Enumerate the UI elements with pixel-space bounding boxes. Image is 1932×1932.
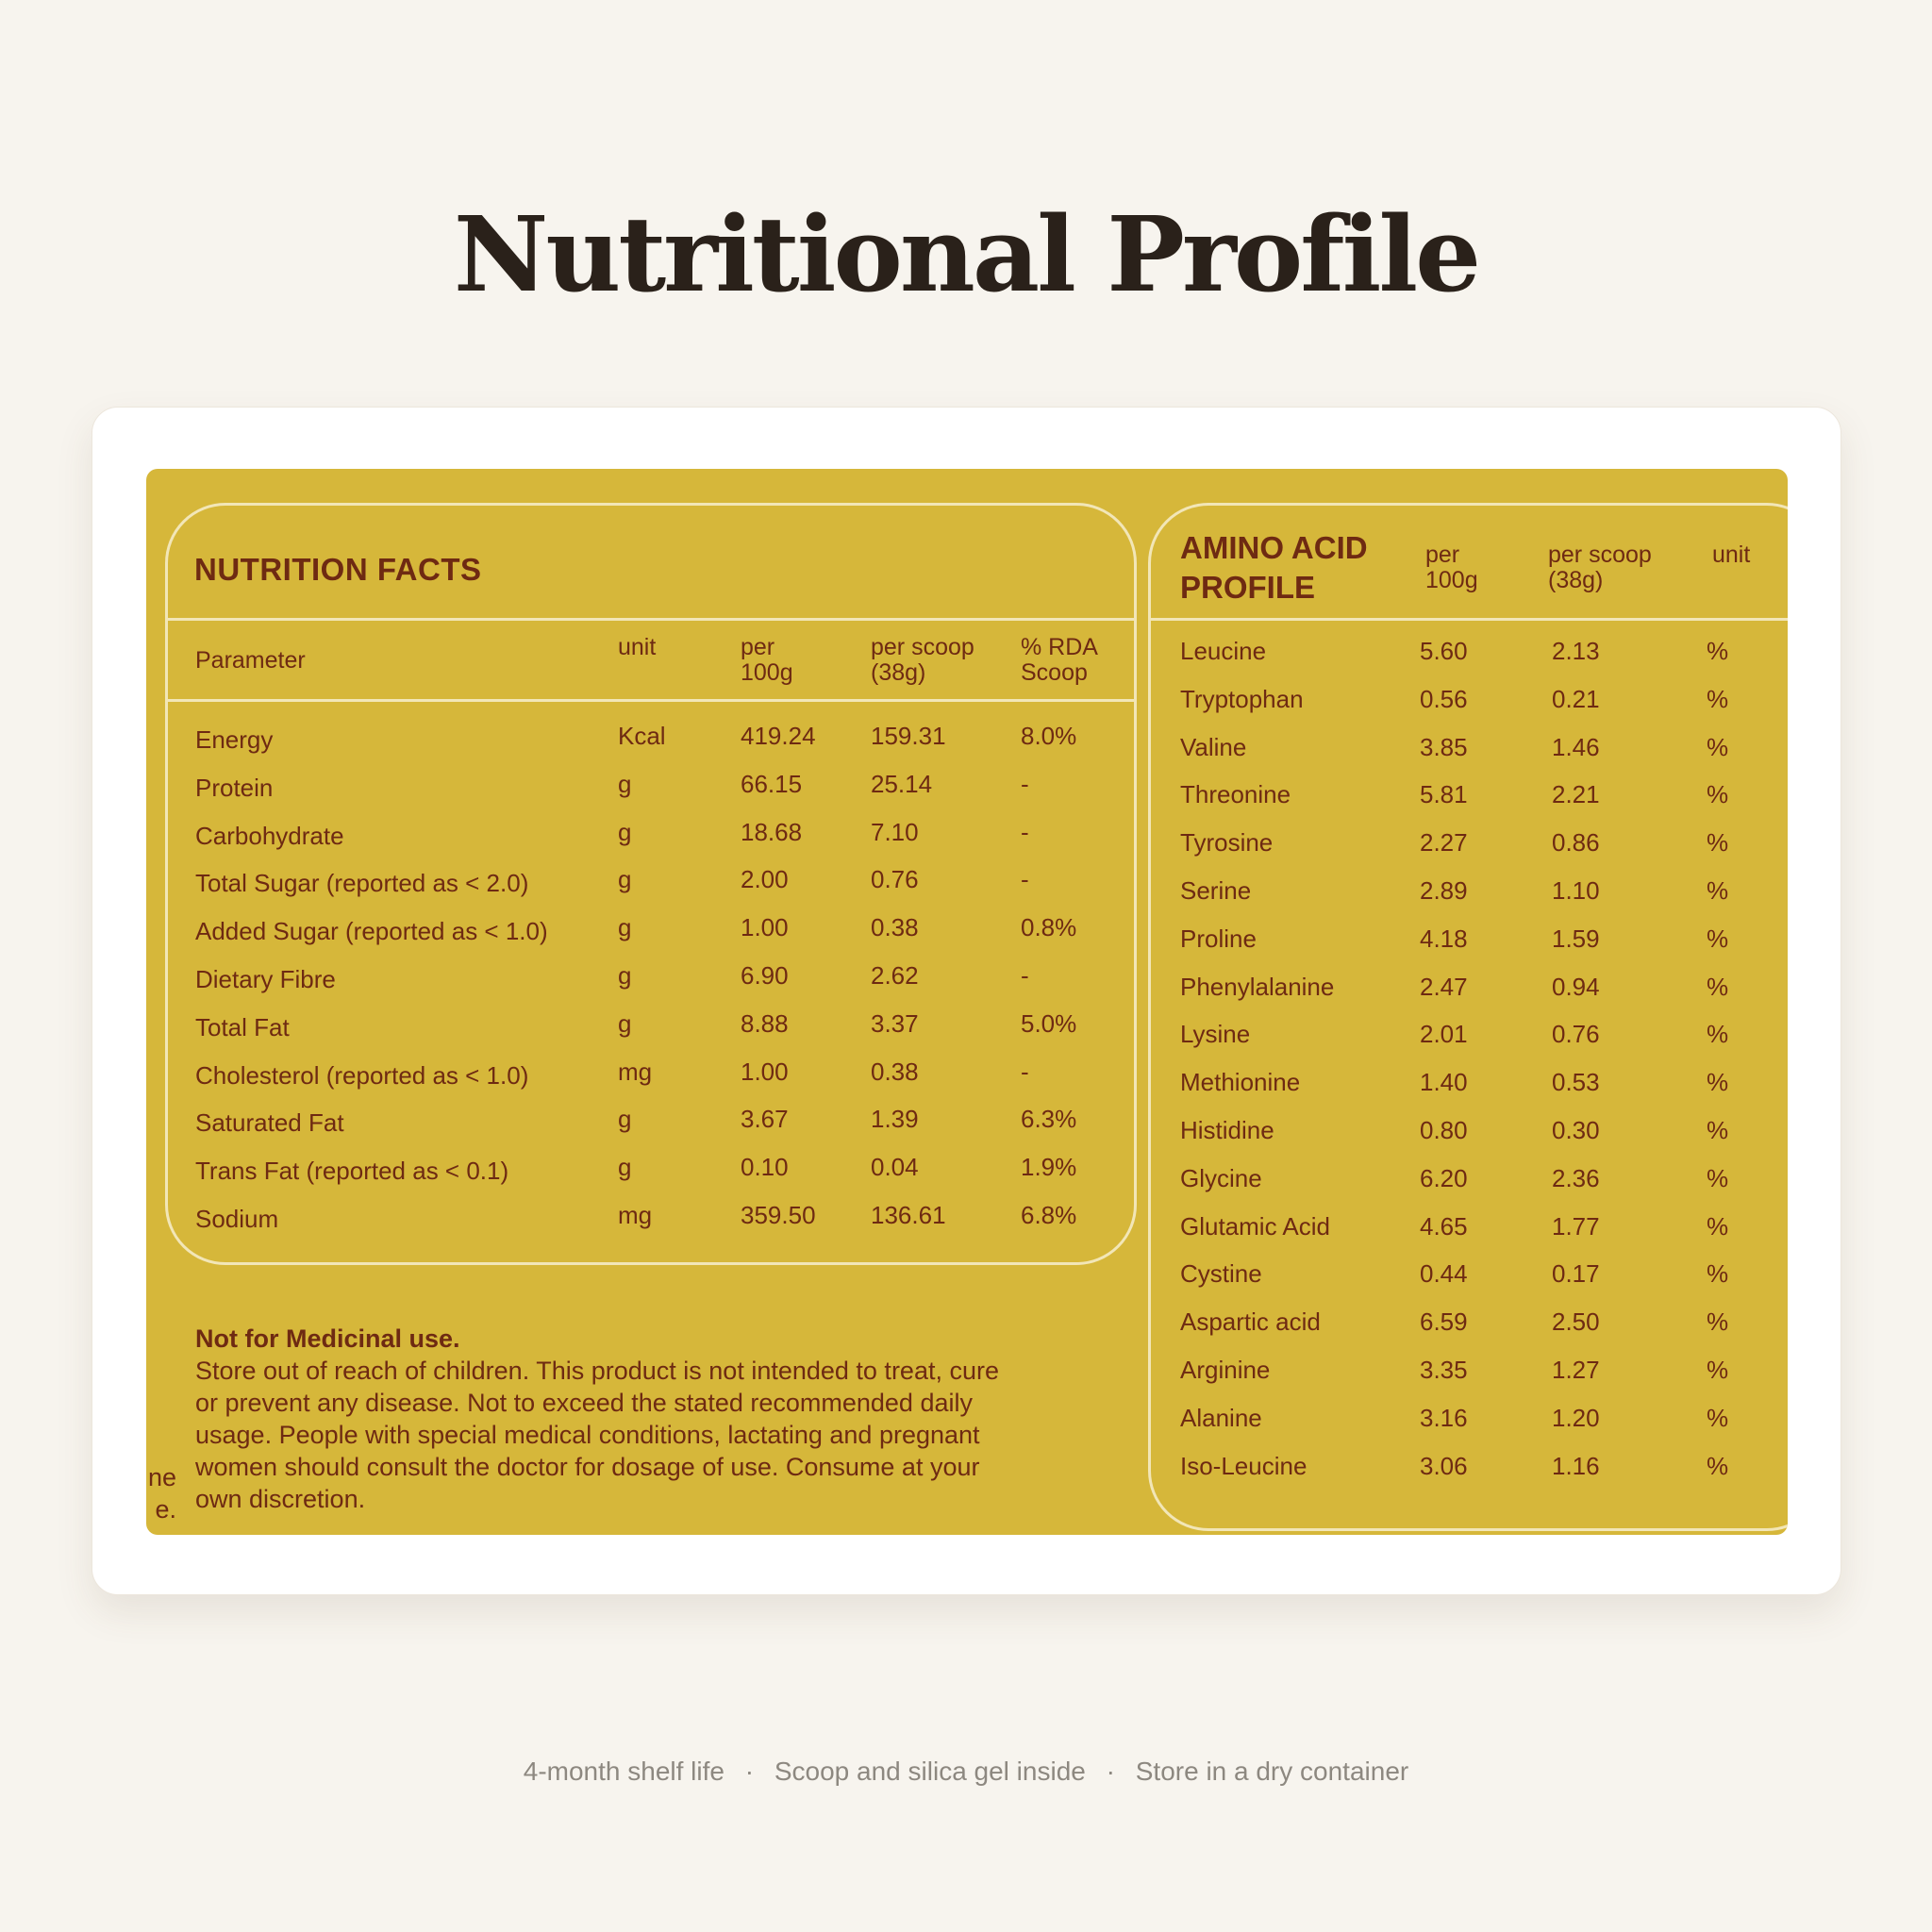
header-parameter: Parameter — [195, 647, 306, 674]
amino-per-scoop-value: 0.94 — [1552, 972, 1600, 1001]
rda-value: 8.0% — [1021, 722, 1077, 750]
amino-unit-value: % — [1707, 1403, 1729, 1432]
amino-per-100g-value: 4.18 — [1420, 924, 1468, 953]
amino-unit-value: % — [1707, 828, 1729, 858]
footer-separator: · — [744, 1757, 755, 1786]
unit-value: g — [618, 865, 632, 894]
parameter-name: Total Fat — [195, 1012, 290, 1041]
nutrition-label-image — [146, 469, 1788, 1535]
parameter-name: Sodium — [195, 1205, 279, 1233]
rda-value: - — [1021, 817, 1029, 846]
amino-acid-name: Aspartic acid — [1180, 1307, 1321, 1337]
per-scoop-value: 0.38 — [871, 1057, 919, 1086]
per-100g-value: 2.00 — [741, 865, 789, 894]
amino-per-100g-value: 5.60 — [1420, 637, 1468, 665]
amino-per-scoop-value: 2.50 — [1552, 1307, 1600, 1337]
nutrition-facts-title-divider — [165, 618, 1137, 621]
amino-per-100g-value: 3.16 — [1420, 1403, 1468, 1432]
parameter-name: Carbohydrate — [195, 821, 344, 850]
unit-value: g — [618, 817, 632, 846]
amino-unit-value: % — [1707, 924, 1729, 953]
amino-per-100g-value: 3.35 — [1420, 1356, 1468, 1384]
amino-per-scoop-value: 2.36 — [1552, 1163, 1600, 1192]
amino-unit-value: % — [1707, 1211, 1729, 1241]
amino-per-100g-value: 3.06 — [1420, 1451, 1468, 1480]
amino-per-scoop-value: 2.21 — [1552, 780, 1600, 809]
header-amino-per-100g: per 100g — [1425, 541, 1478, 593]
per-scoop-value: 25.14 — [871, 769, 933, 798]
amino-acid-title: AMINO ACID PROFILE — [1180, 530, 1368, 605]
per-100g-value: 1.00 — [741, 913, 789, 942]
amino-per-100g-value: 1.40 — [1420, 1068, 1468, 1097]
unit-value: g — [618, 1008, 632, 1038]
header-rda: % RDA Scoop — [1021, 634, 1098, 686]
amino-unit-value: % — [1707, 780, 1729, 809]
per-100g-value: 359.50 — [741, 1201, 816, 1229]
amino-per-100g-value: 4.65 — [1420, 1211, 1468, 1241]
amino-unit-value: % — [1707, 1068, 1729, 1097]
per-scoop-value: 159.31 — [871, 722, 946, 750]
amino-acid-name: Glycine — [1180, 1163, 1262, 1192]
amino-per-scoop-value: 0.30 — [1552, 1116, 1600, 1144]
amino-unit-value: % — [1707, 637, 1729, 665]
amino-acid-name: Tyrosine — [1180, 828, 1274, 858]
amino-unit-value: % — [1707, 1163, 1729, 1192]
unit-value: g — [618, 1153, 632, 1182]
parameter-name: Total Sugar (reported as < 2.0) — [195, 869, 529, 898]
header-unit: unit — [618, 634, 657, 660]
per-scoop-value: 2.62 — [871, 961, 919, 990]
amino-per-scoop-value: 0.76 — [1552, 1020, 1600, 1049]
rda-value: - — [1021, 769, 1029, 798]
amino-per-scoop-value: 0.17 — [1552, 1259, 1600, 1289]
parameter-name: Cholesterol (reported as < 1.0) — [195, 1060, 529, 1090]
amino-acid-header-divider — [1148, 618, 1788, 621]
amino-per-scoop-value: 0.53 — [1552, 1068, 1600, 1097]
header-amino-per-scoop: per scoop (38g) — [1548, 541, 1652, 593]
amino-acid-name: Threonine — [1180, 780, 1291, 809]
unit-value: mg — [618, 1057, 653, 1086]
per-100g-value: 8.88 — [741, 1008, 789, 1038]
unit-value: mg — [618, 1201, 653, 1229]
amino-per-100g-value: 5.81 — [1420, 780, 1468, 809]
footer-item-shelf-life: 4-month shelf life — [523, 1757, 724, 1786]
amino-unit-value: % — [1707, 1116, 1729, 1144]
amino-acid-name: Cystine — [1180, 1259, 1262, 1289]
per-scoop-value: 1.39 — [871, 1105, 919, 1134]
amino-unit-value: % — [1707, 1307, 1729, 1337]
unit-value: g — [618, 913, 632, 942]
amino-acid-name: Serine — [1180, 876, 1252, 905]
cropped-edge-text-line: ne — [147, 1463, 176, 1491]
per-scoop-value: 7.10 — [871, 817, 919, 846]
per-100g-value: 0.10 — [741, 1153, 789, 1182]
amino-per-scoop-value: 1.27 — [1552, 1356, 1600, 1384]
amino-unit-value: % — [1707, 1020, 1729, 1049]
parameter-name: Energy — [195, 725, 274, 754]
amino-per-100g-value: 0.56 — [1420, 684, 1468, 713]
per-scoop-value: 3.37 — [871, 1008, 919, 1038]
amino-per-100g-value: 0.44 — [1420, 1259, 1468, 1289]
per-100g-value: 1.00 — [741, 1057, 789, 1086]
disclaimer-notice — [195, 1323, 1025, 1515]
amino-per-100g-value: 6.20 — [1420, 1163, 1468, 1192]
unit-value: g — [618, 1105, 632, 1134]
unit-value: g — [618, 769, 632, 798]
cropped-edge-text — [146, 1461, 176, 1525]
rda-value: 6.8% — [1021, 1201, 1077, 1229]
nutrition-facts-title: NUTRITION FACTS — [194, 552, 482, 587]
rda-value: 6.3% — [1021, 1105, 1077, 1134]
amino-unit-value: % — [1707, 1356, 1729, 1384]
amino-per-scoop-value: 0.86 — [1552, 828, 1600, 858]
page-title: Nutritional Profile — [453, 193, 1479, 315]
per-100g-value: 419.24 — [741, 722, 816, 750]
header-per-scoop: per scoop (38g) — [871, 634, 974, 686]
header-per-100g: per 100g — [741, 634, 793, 686]
per-scoop-value: 0.38 — [871, 913, 919, 942]
amino-per-100g-value: 2.89 — [1420, 876, 1468, 905]
rda-value: 1.9% — [1021, 1153, 1077, 1182]
amino-acid-name: Leucine — [1180, 637, 1267, 665]
unit-value: g — [618, 961, 632, 990]
per-scoop-value: 136.61 — [871, 1201, 946, 1229]
rda-value: - — [1021, 961, 1029, 990]
amino-per-scoop-value: 1.10 — [1552, 876, 1600, 905]
amino-per-100g-value: 2.47 — [1420, 972, 1468, 1001]
amino-per-100g-value: 0.80 — [1420, 1116, 1468, 1144]
footer-separator: · — [1106, 1757, 1115, 1786]
amino-per-scoop-value: 0.21 — [1552, 684, 1600, 713]
amino-unit-value: % — [1707, 684, 1729, 713]
nutrition-facts-header-divider — [165, 699, 1137, 702]
amino-per-scoop-value: 1.16 — [1552, 1451, 1600, 1480]
amino-per-scoop-value: 1.46 — [1552, 732, 1600, 761]
rda-value: 5.0% — [1021, 1008, 1077, 1038]
footer-features — [0, 1757, 1932, 1787]
amino-per-100g-value: 2.01 — [1420, 1020, 1468, 1049]
amino-per-scoop-value: 2.13 — [1552, 637, 1600, 665]
amino-acid-name: Phenylalanine — [1180, 972, 1335, 1001]
per-100g-value: 18.68 — [741, 817, 803, 846]
amino-acid-name: Valine — [1180, 732, 1247, 761]
per-100g-value: 6.90 — [741, 961, 789, 990]
unit-value: Kcal — [618, 722, 666, 750]
footer-item-scoop: Scoop and silica gel inside — [774, 1757, 1086, 1786]
amino-per-scoop-value: 1.20 — [1552, 1403, 1600, 1432]
amino-acid-name: Tryptophan — [1180, 684, 1304, 713]
nutrition-card — [92, 407, 1841, 1595]
amino-acid-name: Lysine — [1180, 1020, 1251, 1049]
per-scoop-value: 0.76 — [871, 865, 919, 894]
amino-per-100g-value: 2.27 — [1420, 828, 1468, 858]
parameter-name: Dietary Fibre — [195, 965, 336, 993]
amino-acid-name: Proline — [1180, 924, 1257, 953]
amino-acid-name: Glutamic Acid — [1180, 1211, 1330, 1241]
disclaimer-heading: Not for Medicinal use. — [195, 1324, 460, 1353]
cropped-edge-text-line: e. — [155, 1495, 176, 1524]
parameter-name: Saturated Fat — [195, 1108, 344, 1138]
amino-unit-value: % — [1707, 1451, 1729, 1480]
amino-acid-name: Arginine — [1180, 1356, 1271, 1384]
amino-per-scoop-value: 1.59 — [1552, 924, 1600, 953]
rda-value: - — [1021, 1057, 1029, 1086]
amino-unit-value: % — [1707, 876, 1729, 905]
amino-acid-name: Alanine — [1180, 1403, 1262, 1432]
per-100g-value: 3.67 — [741, 1105, 789, 1134]
amino-per-100g-value: 3.85 — [1420, 732, 1468, 761]
rda-value: - — [1021, 865, 1029, 894]
parameter-name: Protein — [195, 773, 274, 802]
amino-acid-name: Histidine — [1180, 1116, 1274, 1144]
disclaimer-body: Store out of reach of children. This product is not intended to treat, cure or prevent any disease. Not to exceed the stated recommended daily usage. People with special medical conditions, lactating and pregnant women should consult the doctor for dosage of use. Consume at your own discretion. — [195, 1357, 999, 1513]
amino-unit-value: % — [1707, 1259, 1729, 1289]
footer-item-storage: Store in a dry container — [1135, 1757, 1409, 1786]
amino-per-scoop-value: 1.77 — [1552, 1211, 1600, 1241]
amino-acid-name: Iso-Leucine — [1180, 1451, 1307, 1480]
rda-value: 0.8% — [1021, 913, 1077, 942]
amino-unit-value: % — [1707, 732, 1729, 761]
amino-acid-name: Methionine — [1180, 1068, 1301, 1097]
per-100g-value: 66.15 — [741, 769, 803, 798]
per-scoop-value: 0.04 — [871, 1153, 919, 1182]
parameter-name: Trans Fat (reported as < 0.1) — [195, 1157, 509, 1186]
amino-unit-value: % — [1707, 972, 1729, 1001]
amino-per-100g-value: 6.59 — [1420, 1307, 1468, 1337]
parameter-name: Added Sugar (reported as < 1.0) — [195, 917, 548, 946]
header-amino-unit: unit — [1712, 541, 1751, 568]
